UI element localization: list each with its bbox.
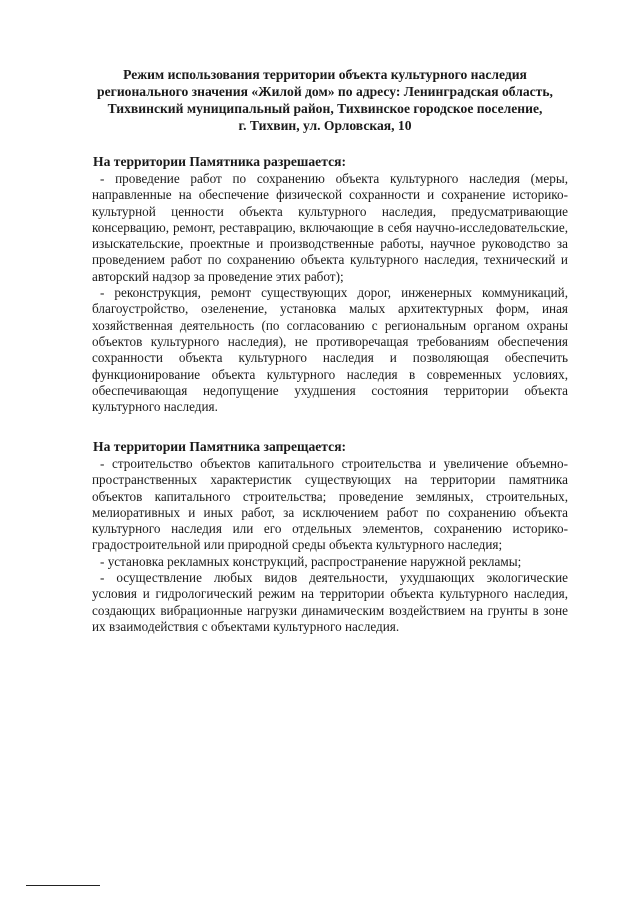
forbidden-section <box>92 456 568 635</box>
allowed-section <box>92 171 568 415</box>
text-line: изыскательские, проектные и производственные работы, научное руководство за <box>92 236 568 252</box>
text-line: условия и гидрологический режим на территории объекта культурного наследия, <box>92 586 568 602</box>
text-line: их взаимодействия с объектами культурного наследия. <box>92 618 400 634</box>
text-line: объектов капитального строительства; проведение земляных, строительных, <box>92 488 568 504</box>
text-line: - проведение работ по сохранению объекта культурного наследия (меры, <box>100 171 568 186</box>
text-line: сохранности объекта культурного наследия и позволяющая обеспечить <box>92 350 568 366</box>
forbidden-paragraph <box>92 554 568 570</box>
text-line: мелиоративных и иных работ, за исключением работ по сохранению объекта <box>92 504 568 520</box>
text-line: консервацию, ремонт, реставрацию, включающие в себя научно-исследовательские, <box>92 219 568 235</box>
text-line: проведением работ по сохранению объекта культурного наследия, технический и <box>92 252 568 268</box>
text-line: культурного наследия. <box>92 399 218 415</box>
text-line: благоустройство, озеленение, установка малых архитектурных форм, иная <box>92 301 568 317</box>
text-line: хозяйственная деятельность (по согласованию с региональным органом охраны <box>92 317 568 333</box>
text-line: функционирование объекта культурного наследия в современных условиях, <box>92 366 568 382</box>
forbidden-paragraph <box>92 570 568 635</box>
text-line: создающих вибрационные нагрузки динамическим воздействием на грунты в зоне <box>92 602 568 618</box>
title-line: Режим использования территории объекта культурного наследия <box>123 67 527 82</box>
title-line: Тихвинский муниципальный район, Тихвинское городское поселение, <box>107 101 543 116</box>
allowed-paragraph <box>92 285 568 415</box>
text-line: градостроительной или природной среды объекта культурного наследия; <box>92 537 503 553</box>
footnote-separator <box>26 885 100 886</box>
text-line: - реконструкция, ремонт существующих дорог, инженерных коммуникаций, <box>100 285 568 301</box>
document-title <box>80 66 570 134</box>
forbidden-heading: На территории Памятника запрещается: <box>93 439 347 454</box>
text-line: авторский надзор за проведение этих работ); <box>92 268 344 284</box>
text-line: культурного наследия или его отдельных элементов, сохранению историко- <box>92 521 568 537</box>
text-line: направленные на обеспечение физической сохранности и сохранение историко- <box>92 187 568 203</box>
title-line: г. Тихвин, ул. Орловская, 10 <box>238 118 412 133</box>
text-line: обеспечивающая недопущение ухудшения состояния территории объекта <box>92 382 568 398</box>
title-line: регионального значения «Жилой дом» по адресу: Ленинградская область, <box>97 84 553 99</box>
allowed-paragraph <box>92 171 568 285</box>
text-line: - установка рекламных конструкций, распространение наружной рекламы; <box>100 553 522 569</box>
text-line: объектов культурного наследия), не противоречащая требованиям обеспечения <box>92 333 568 349</box>
text-line: культурной ценности объекта культурного наследия, предусматривающие <box>92 203 568 219</box>
forbidden-paragraph <box>92 456 568 554</box>
allowed-heading: На территории Памятника разрешается: <box>93 154 346 169</box>
text-line: - строительство объектов капитального строительства и увеличение объемно- <box>100 456 568 471</box>
text-line: пространственных характеристик существующих на территории памятника <box>92 472 568 488</box>
text-line: - осуществление любых видов деятельности, ухудшающих экологические <box>100 570 568 586</box>
